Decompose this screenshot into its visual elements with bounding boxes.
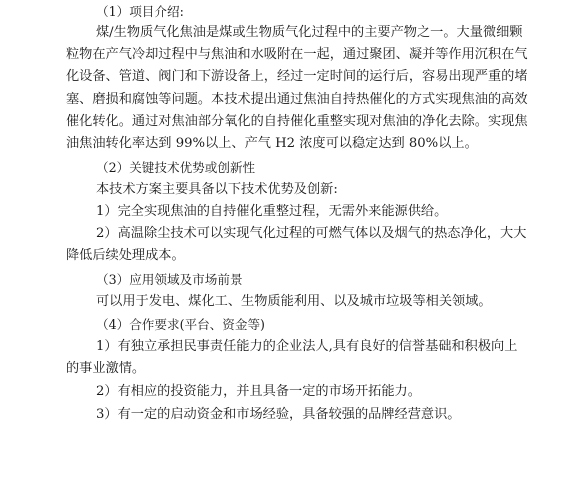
paragraph-line: 可以用于发电、煤化工、生物质能利用、以及城市垃圾等相关领域。 [96,294,492,309]
list-item: 1）有独立承担民事责任能力的企业法人,具有良好的信誉基础和积极向上 [96,339,518,354]
section-heading-advantages: （2）关键技术优势或创新性 [96,160,256,175]
paragraph-line: 油焦油转化率达到 99%以上、产气 H2 浓度可以稳定达到 80%以上。 [66,136,478,151]
paragraph-line: 粒物在产气冷却过程中与焦油和水吸附在一起，通过聚团、凝并等作用沉积在气 [66,47,528,62]
list-item: 3）有一定的启动资金和市场经验，具备较强的品牌经营意识。 [96,407,461,422]
paragraph-line: 塞、磨损和腐蚀等问题。本技术提出通过焦油自持热催化的方式实现焦油的高效 [66,92,528,107]
section-heading-cooperation: （4）合作要求(平台、资金等) [96,317,265,332]
list-item: 2）有相应的投资能力，并且具备一定的市场开拓能力。 [96,384,421,399]
list-item-continuation: 降低后续处理成本。 [66,248,185,263]
section-heading-applications: （3）应用领域及市场前景 [96,272,243,287]
paragraph-line: 煤/生物质气化焦油是煤或生物质气化过程中的主要产物之一。大量微细颗 [96,25,523,40]
list-item-continuation: 的事业激情。 [66,361,146,376]
paragraph-line: 催化转化。通过对焦油部分氧化的自持催化重整实现对焦油的净化去除。实现焦 [66,114,528,129]
paragraph-line: 本技术方案主要具备以下技术优势及创新: [96,182,338,197]
section-heading-project-intro: （1）项目介绍: [96,4,184,19]
list-item: 2）高温除尘技术可以实现气化过程的可燃气体以及烟气的热态净化，大大 [96,226,527,241]
paragraph-line: 化设备、管道、阀门和下游设备上，经过一定时间的运行后，容易出现严重的堵 [66,69,528,84]
list-item: 1）完全实现焦油的自持催化重整过程，无需外来能源供给。 [96,204,448,219]
